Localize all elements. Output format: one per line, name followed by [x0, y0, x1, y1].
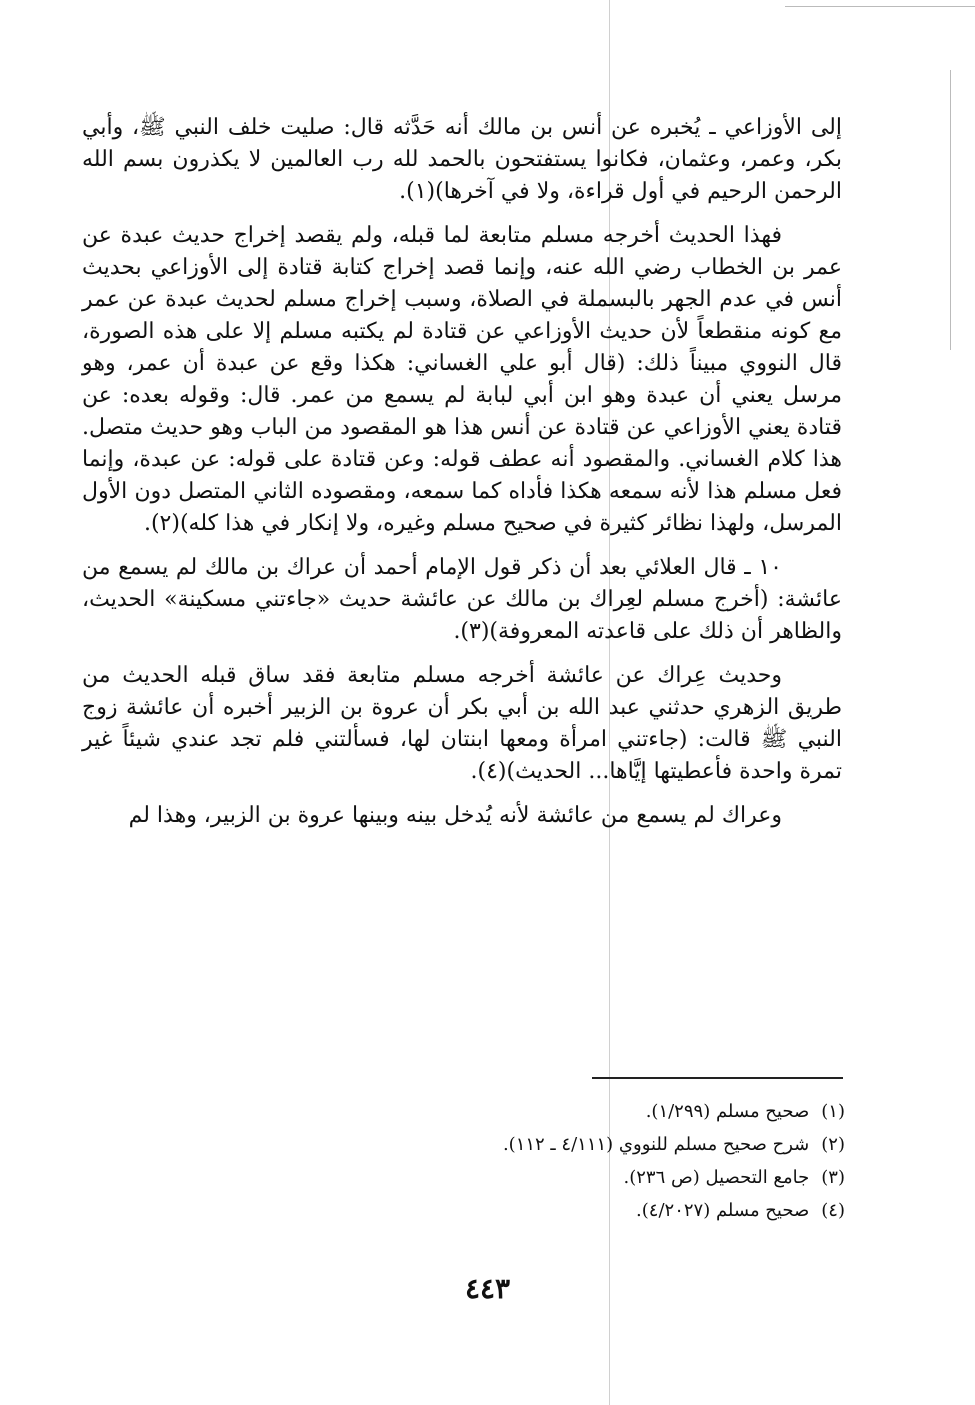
- footnote-number: (٤): [821, 1200, 845, 1221]
- scan-artifact-line: [950, 70, 951, 350]
- footnote-number: (٣): [821, 1167, 845, 1188]
- footnotes: [300, 1095, 845, 1227]
- footnote-number: (٢): [821, 1134, 845, 1155]
- footnote-text: صحيح مسلم (١/٢٩٩).: [645, 1101, 810, 1122]
- footnote-item: [300, 1161, 845, 1194]
- footnote-text: جامع التحصيل (ص ٢٣٦).: [623, 1167, 810, 1188]
- footnote-text: صحيح مسلم (٤/٢٠٢٧).: [636, 1200, 810, 1221]
- footnote-number: (١): [821, 1101, 845, 1122]
- page-number: ٤٤٣: [464, 1272, 511, 1305]
- footnote-text: شرح صحيح مسلم للنووي (٤/١١١ ـ ١١٢).: [502, 1134, 810, 1155]
- paragraph: فهذا الحديث أخرجه مسلم متابعة لما قبله، ولم يقصد إخراج حديث عبدة عن عمر بن الخطاب رضي الله عنه، وإنما قصد إخراج كتابة قتادة إلى الأوزاعي بحديث أنس في عدم الجهر بالبسملة في الصلاة، وسبب إخراج مسلم لحديث عبدة عن عمر مع كونه منقطعاً لأن حديث الأوزاعي عن قتادة لم يكتبه مسلم إلا على هذه الصورة، قال النووي مبيناً ذلك: (قال أبو علي الغساني: هكذا وقع عن عبدة أن عمر، وهو مرسل يعني أن عبدة وهو ابن أبي لبابة لم يسمع من عمر. قال: وقوله بعده: عن قتادة يعني الأوزاعي عن قتادة عن أنس هذا هو المقصود من الباب وهو حديث متصل. هذا كلام الغساني. والمقصود أنه عطف قوله: وعن قتادة على قوله: عن عبدة، وإنما فعل مسلم هذا لأنه سمعه هكذا فأداه كما سمعه، ومقصوده الثاني المتصل دون الأول المرسل، ولهذا نظائر كثيرة في صحيح مسلم وغيره، ولا إنكار في هذا كله)(٢).: [82, 223, 842, 536]
- paragraph: وعراك لم يسمع من عائشة لأنه يُدخل بينه وبينها عروة بن الزبير، وهذا لم: [128, 803, 782, 828]
- footnote-item: [300, 1095, 845, 1128]
- paragraph: وحديث عِراك عن عائشة أخرجه مسلم متابعة فقد ساق قبله الحديث من طريق الزهري حدثني عبد الله بن أبي بكر أن عروة بن الزبير أخبره أن عائشة زوج النبي ﷺ قالت: (جاءتني امرأة ومعها ابنتان لها، فسألتني فلم تجد عندي شيئاً غير تمرة واحدة فأعطيتها إيَّاها... الحديث)(٤).: [82, 663, 842, 784]
- paragraph: ١٠ ـ قال العلائي بعد أن ذكر قول الإمام أحمد أن عراك بن مالك لم يسمع من عائشة: (أخرج مسلم لعِراك بن مالك عن عائشة حديث «جاءتني مسكينة» الحديث، والظاهر أن ذلك على قاعدته المعروفة)(٣).: [82, 555, 842, 644]
- paragraph: إلى الأوزاعي ـ يُخبره عن أنس بن مالك أنه حَدَّثه قال: صليت خلف النبي ﷺ، وأبي بكر، وعمر، وعثمان، فكانوا يستفتحون بالحمد لله رب العالمين لا يكذرون بسم الله الرحمن الرحيم في أول قراءة، ولا في آخرها)(١).: [82, 115, 842, 204]
- scan-artifact-line: [785, 6, 975, 7]
- footnote-item: [300, 1128, 845, 1161]
- footnote-separator: [592, 1077, 843, 1079]
- page-body: [82, 112, 842, 844]
- footnote-item: [300, 1194, 845, 1227]
